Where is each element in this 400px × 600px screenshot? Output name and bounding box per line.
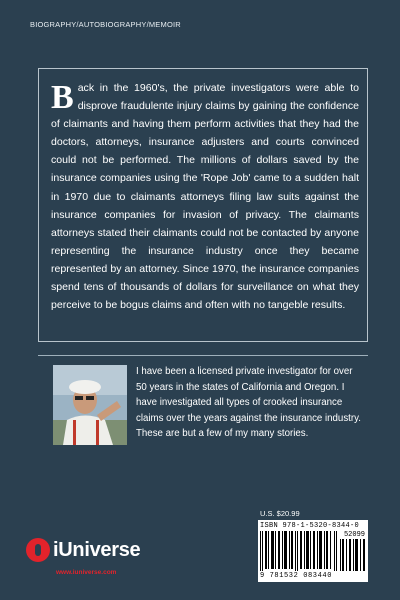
blurb-text: ack in the 1960's, the private investigators were able to disprove fraudulente injury claims by gaining the confidence of claimants and having them perform activities that they had the doctors, attorneys, insurance adjusters and courts convinced could not be performed. The millions of dollars saved by the insurance companies using the 'Rope Job' came to a sudden halt in 1970 due to claimants attorneys filing law suits against the insurance companies for invasion of privacy. The claimants attorneys stated their claimants could not be contacted by anyone representing the insurance industry once they became represented by an attorney. Since 1970, the insurance companies spend tens of thousands of dollars for surveillance on what they perceive to be bogus claims and often with no tangeble results.	[51, 82, 359, 312]
price-code: 52099	[343, 531, 365, 539]
iuniverse-logo-icon	[26, 538, 50, 562]
back-cover-blurb	[51, 79, 359, 314]
genre-category: BIOGRAPHY/AUTOBIOGRAPHY/MEMOIR	[30, 20, 181, 29]
price-label: U.S. $20.99	[260, 509, 300, 518]
publisher-logo	[26, 538, 140, 562]
barcode-number: 9 781532 083440	[260, 572, 333, 580]
addon-bars	[340, 539, 366, 571]
isbn-text: ISBN 978-1-5320-8344-0	[260, 522, 360, 530]
publisher-url: www.iuniverse.com	[56, 569, 117, 576]
barcode-bars	[260, 531, 338, 571]
divider	[38, 355, 368, 356]
isbn-barcode	[258, 520, 368, 582]
author-bio: I have been a licensed private investigator for over 50 years in the states of California and Oregon. I have investigated all types of crooked insurance claims over the years against the insurance industry. These are but a few of my many stories.	[136, 366, 361, 440]
publisher-name: iUniverse	[53, 538, 141, 561]
drop-cap: B	[51, 79, 74, 116]
author-photo	[53, 365, 127, 445]
